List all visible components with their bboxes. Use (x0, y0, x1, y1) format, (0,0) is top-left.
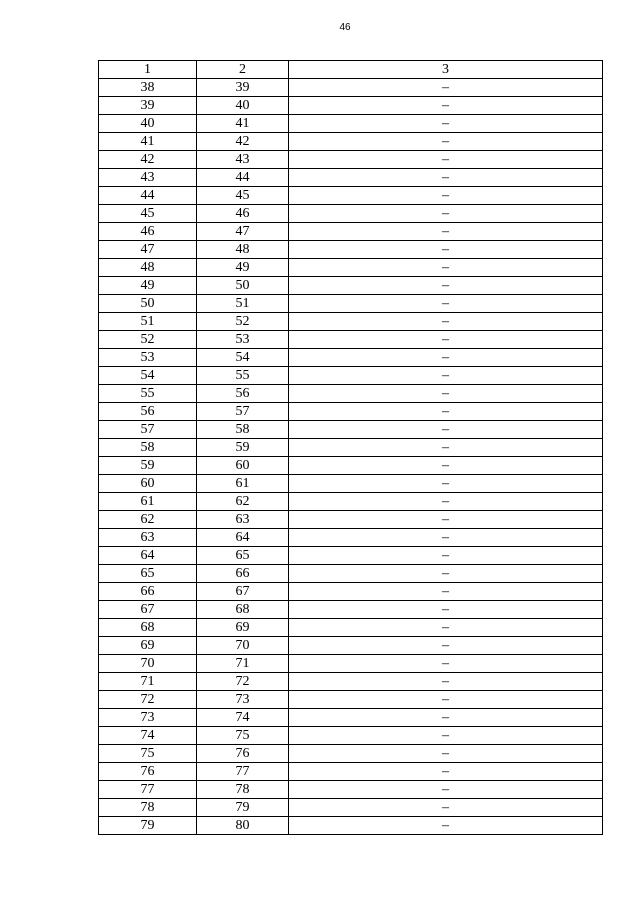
table-cell-col-3: – (289, 205, 603, 223)
table-cell-col-1: 76 (99, 763, 197, 781)
table-cell-col-1: 49 (99, 277, 197, 295)
table-cell-col-1: 40 (99, 115, 197, 133)
table-cell-col-2: 75 (197, 727, 289, 745)
table-cell-col-1: 51 (99, 313, 197, 331)
table-cell-col-3: – (289, 439, 603, 457)
table-cell-col-3: – (289, 529, 603, 547)
table-cell-col-2: 57 (197, 403, 289, 421)
table-row (99, 781, 603, 799)
table-row (99, 439, 603, 457)
table-cell-col-3: – (289, 745, 603, 763)
table-cell-col-1: 52 (99, 331, 197, 349)
table-cell-col-3: – (289, 97, 603, 115)
table-cell-col-2: 66 (197, 565, 289, 583)
table-cell-col-2: 64 (197, 529, 289, 547)
table-row (99, 619, 603, 637)
table-cell-col-1: 74 (99, 727, 197, 745)
table-row (99, 79, 603, 97)
header-col-3: 3 (289, 61, 603, 79)
table-cell-col-2: 58 (197, 421, 289, 439)
table-cell-col-1: 65 (99, 565, 197, 583)
table-cell-col-3: – (289, 277, 603, 295)
table-cell-col-2: 53 (197, 331, 289, 349)
table-cell-col-2: 51 (197, 295, 289, 313)
table-row (99, 763, 603, 781)
table-row (99, 745, 603, 763)
table-cell-col-2: 70 (197, 637, 289, 655)
table-row (99, 601, 603, 619)
table-row (99, 457, 603, 475)
table-cell-col-3: – (289, 313, 603, 331)
table-cell-col-3: – (289, 655, 603, 673)
table-cell-col-3: – (289, 151, 603, 169)
table-row (99, 709, 603, 727)
table-cell-col-1: 55 (99, 385, 197, 403)
table-cell-col-3: – (289, 565, 603, 583)
table-row (99, 799, 603, 817)
table-row (99, 673, 603, 691)
table-cell-col-2: 42 (197, 133, 289, 151)
data-table (98, 60, 603, 835)
table-cell-col-2: 43 (197, 151, 289, 169)
table-row (99, 691, 603, 709)
table-header (99, 61, 603, 79)
table-cell-col-3: – (289, 385, 603, 403)
table-cell-col-3: – (289, 673, 603, 691)
table-cell-col-2: 69 (197, 619, 289, 637)
table-cell-col-1: 79 (99, 817, 197, 835)
table-cell-col-3: – (289, 781, 603, 799)
table-cell-col-3: – (289, 367, 603, 385)
table-row (99, 331, 603, 349)
table-row (99, 205, 603, 223)
table-cell-col-3: – (289, 457, 603, 475)
table-cell-col-2: 40 (197, 97, 289, 115)
table-cell-col-1: 73 (99, 709, 197, 727)
table-cell-col-1: 78 (99, 799, 197, 817)
table-cell-col-2: 59 (197, 439, 289, 457)
table-cell-col-2: 48 (197, 241, 289, 259)
table-cell-col-2: 62 (197, 493, 289, 511)
table-row (99, 187, 603, 205)
table-cell-col-3: – (289, 817, 603, 835)
table-cell-col-1: 67 (99, 601, 197, 619)
table-row (99, 97, 603, 115)
table-cell-col-1: 48 (99, 259, 197, 277)
table-cell-col-1: 61 (99, 493, 197, 511)
header-col-1: 1 (99, 61, 197, 79)
table-cell-col-1: 60 (99, 475, 197, 493)
table-cell-col-1: 45 (99, 205, 197, 223)
table-cell-col-2: 77 (197, 763, 289, 781)
table-row (99, 655, 603, 673)
table-cell-col-2: 63 (197, 511, 289, 529)
table-cell-col-1: 77 (99, 781, 197, 799)
table-cell-col-1: 62 (99, 511, 197, 529)
table-row (99, 151, 603, 169)
table-cell-col-2: 56 (197, 385, 289, 403)
table-cell-col-1: 64 (99, 547, 197, 565)
table-cell-col-3: – (289, 259, 603, 277)
table-cell-col-1: 57 (99, 421, 197, 439)
table-cell-col-2: 68 (197, 601, 289, 619)
table-cell-col-3: – (289, 727, 603, 745)
header-col-2: 2 (197, 61, 289, 79)
table-row (99, 421, 603, 439)
table-row (99, 529, 603, 547)
table-row (99, 241, 603, 259)
table-cell-col-2: 45 (197, 187, 289, 205)
table-row (99, 223, 603, 241)
table-cell-col-1: 59 (99, 457, 197, 475)
table-row (99, 295, 603, 313)
table-cell-col-1: 47 (99, 241, 197, 259)
table-cell-col-1: 44 (99, 187, 197, 205)
table-cell-col-2: 55 (197, 367, 289, 385)
table-cell-col-3: – (289, 547, 603, 565)
table-cell-col-1: 69 (99, 637, 197, 655)
table-cell-col-1: 71 (99, 673, 197, 691)
table-row (99, 403, 603, 421)
table-cell-col-1: 68 (99, 619, 197, 637)
table-cell-col-1: 46 (99, 223, 197, 241)
table-cell-col-2: 76 (197, 745, 289, 763)
table-cell-col-2: 74 (197, 709, 289, 727)
table-cell-col-3: – (289, 331, 603, 349)
table-row (99, 493, 603, 511)
table-cell-col-2: 44 (197, 169, 289, 187)
table-cell-col-3: – (289, 79, 603, 97)
table-cell-col-1: 72 (99, 691, 197, 709)
table-row (99, 475, 603, 493)
table-cell-col-1: 75 (99, 745, 197, 763)
table-cell-col-1: 41 (99, 133, 197, 151)
table-cell-col-3: – (289, 583, 603, 601)
table-body (99, 79, 603, 835)
table-cell-col-1: 50 (99, 295, 197, 313)
table-cell-col-3: – (289, 493, 603, 511)
table-cell-col-3: – (289, 475, 603, 493)
table-row (99, 115, 603, 133)
table-row (99, 583, 603, 601)
table-cell-col-3: – (289, 709, 603, 727)
table-cell-col-3: – (289, 295, 603, 313)
table-cell-col-2: 73 (197, 691, 289, 709)
page-number: 46 (339, 22, 351, 33)
table-cell-col-3: – (289, 691, 603, 709)
table-cell-col-1: 63 (99, 529, 197, 547)
table-cell-col-1: 70 (99, 655, 197, 673)
table-cell-col-3: – (289, 619, 603, 637)
table-cell-col-1: 58 (99, 439, 197, 457)
table-cell-col-2: 61 (197, 475, 289, 493)
table-cell-col-1: 43 (99, 169, 197, 187)
table-cell-col-1: 42 (99, 151, 197, 169)
table-row (99, 727, 603, 745)
table-cell-col-3: – (289, 763, 603, 781)
table-cell-col-3: – (289, 223, 603, 241)
table-row (99, 565, 603, 583)
table-cell-col-2: 46 (197, 205, 289, 223)
table-cell-col-3: – (289, 115, 603, 133)
table-cell-col-2: 47 (197, 223, 289, 241)
table-cell-col-3: – (289, 421, 603, 439)
table-cell-col-2: 78 (197, 781, 289, 799)
table-cell-col-3: – (289, 511, 603, 529)
table-cell-col-1: 38 (99, 79, 197, 97)
table-cell-col-2: 71 (197, 655, 289, 673)
table-cell-col-1: 56 (99, 403, 197, 421)
table-row (99, 277, 603, 295)
table-cell-col-2: 50 (197, 277, 289, 295)
table-row (99, 547, 603, 565)
table-cell-col-1: 39 (99, 97, 197, 115)
table-cell-col-2: 79 (197, 799, 289, 817)
table-row (99, 637, 603, 655)
table-cell-col-3: – (289, 403, 603, 421)
table-cell-col-3: – (289, 601, 603, 619)
table-cell-col-3: – (289, 187, 603, 205)
table-cell-col-2: 72 (197, 673, 289, 691)
table-cell-col-3: – (289, 133, 603, 151)
table-row (99, 817, 603, 835)
table-cell-col-2: 39 (197, 79, 289, 97)
table-row (99, 511, 603, 529)
table-row (99, 313, 603, 331)
table-cell-col-2: 41 (197, 115, 289, 133)
table-cell-col-1: 66 (99, 583, 197, 601)
table-cell-col-3: – (289, 241, 603, 259)
table-cell-col-2: 49 (197, 259, 289, 277)
table-cell-col-3: – (289, 799, 603, 817)
table-cell-col-2: 54 (197, 349, 289, 367)
table-row (99, 133, 603, 151)
table-row (99, 385, 603, 403)
table-cell-col-3: – (289, 349, 603, 367)
table-row (99, 169, 603, 187)
header-row (99, 61, 603, 79)
table-cell-col-2: 65 (197, 547, 289, 565)
table-cell-col-2: 60 (197, 457, 289, 475)
table-row (99, 367, 603, 385)
table-cell-col-3: – (289, 169, 603, 187)
table-cell-col-1: 53 (99, 349, 197, 367)
table-row (99, 259, 603, 277)
table-cell-col-1: 54 (99, 367, 197, 385)
table-cell-col-2: 67 (197, 583, 289, 601)
table-row (99, 349, 603, 367)
table-cell-col-2: 52 (197, 313, 289, 331)
table-cell-col-3: – (289, 637, 603, 655)
table-cell-col-2: 80 (197, 817, 289, 835)
